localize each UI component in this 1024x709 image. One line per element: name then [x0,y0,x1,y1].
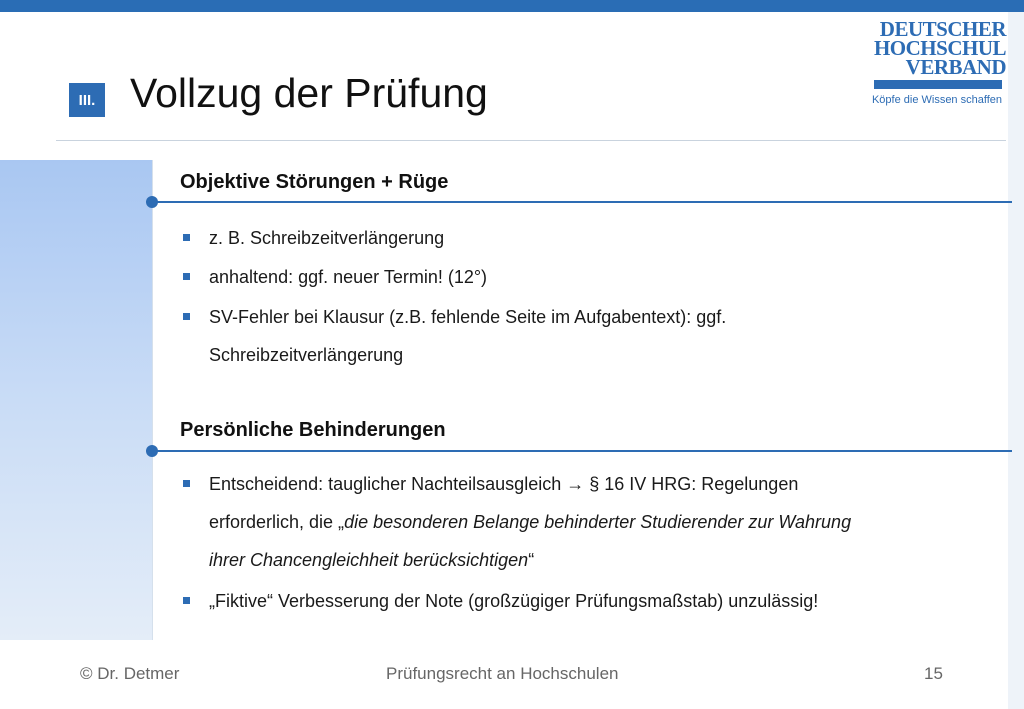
section-divider-personal [152,450,1012,452]
list-item-continuation [209,512,851,533]
top-accent-bar [0,0,1024,12]
section-marker-objective [146,196,158,208]
footer-course: Prüfungsrecht an Hochschulen [386,664,619,683]
logo-line-2: HOCHSCHUL [873,36,1006,60]
dhv-logo [866,17,1006,112]
logo-tagline: Köpfe die Wissen schaffen [871,94,1002,106]
section-marker-personal [146,445,158,457]
quote-lead: erforderlich, die „ [209,512,345,532]
bullet-icon [183,480,190,487]
list-item: SV-Fehler bei Klausur (z.B. fehlende Seite im Aufgabentext): ggf. [209,307,727,327]
title-divider [56,140,1006,141]
slide-title: Vollzug der Prüfung [130,70,488,116]
quoted-text: die besonderen Belange behinderter Studierender zur Wahrung [344,512,852,532]
bullet-icon [183,597,190,604]
decorative-gradient-panel [0,160,153,640]
logo-bar [874,80,1002,89]
right-edge-strip [1008,12,1024,709]
footer-author: © Dr. Detmer [80,664,180,683]
quote-close: “ [528,550,535,570]
logo-line-1: DEUTSCHER [879,17,1006,41]
bullet-icon [183,234,190,241]
list-item: Entscheidend: tauglicher Nachteilsausgleich → § 16 IV HRG: Regelungen [209,474,799,494]
list-item-continuation: Schreibzeitverlängerung [209,345,404,365]
section-heading-personal: Persönliche Behinderungen [180,419,446,441]
section-number-badge: III. [69,83,105,117]
footer-page-number: 15 [924,664,943,683]
list-item: anhaltend: ggf. neuer Termin! (12°) [209,267,488,287]
list-item: „Fiktive“ Verbesserung der Note (großzügiger Prüfungsmaßstab) unzulässig! [209,591,819,611]
list-item-continuation [209,550,534,571]
section-divider-objective [152,201,1012,203]
bullet-icon [183,313,190,320]
quoted-text-end: ihrer Chancengleichheit berücksichtigen [209,550,529,570]
list-item: z. B. Schreibzeitverlängerung [209,228,445,248]
bullet-icon [183,273,190,280]
logo-line-3: VERBAND [905,55,1006,79]
section-heading-objective: Objektive Störungen + Rüge [180,171,449,193]
